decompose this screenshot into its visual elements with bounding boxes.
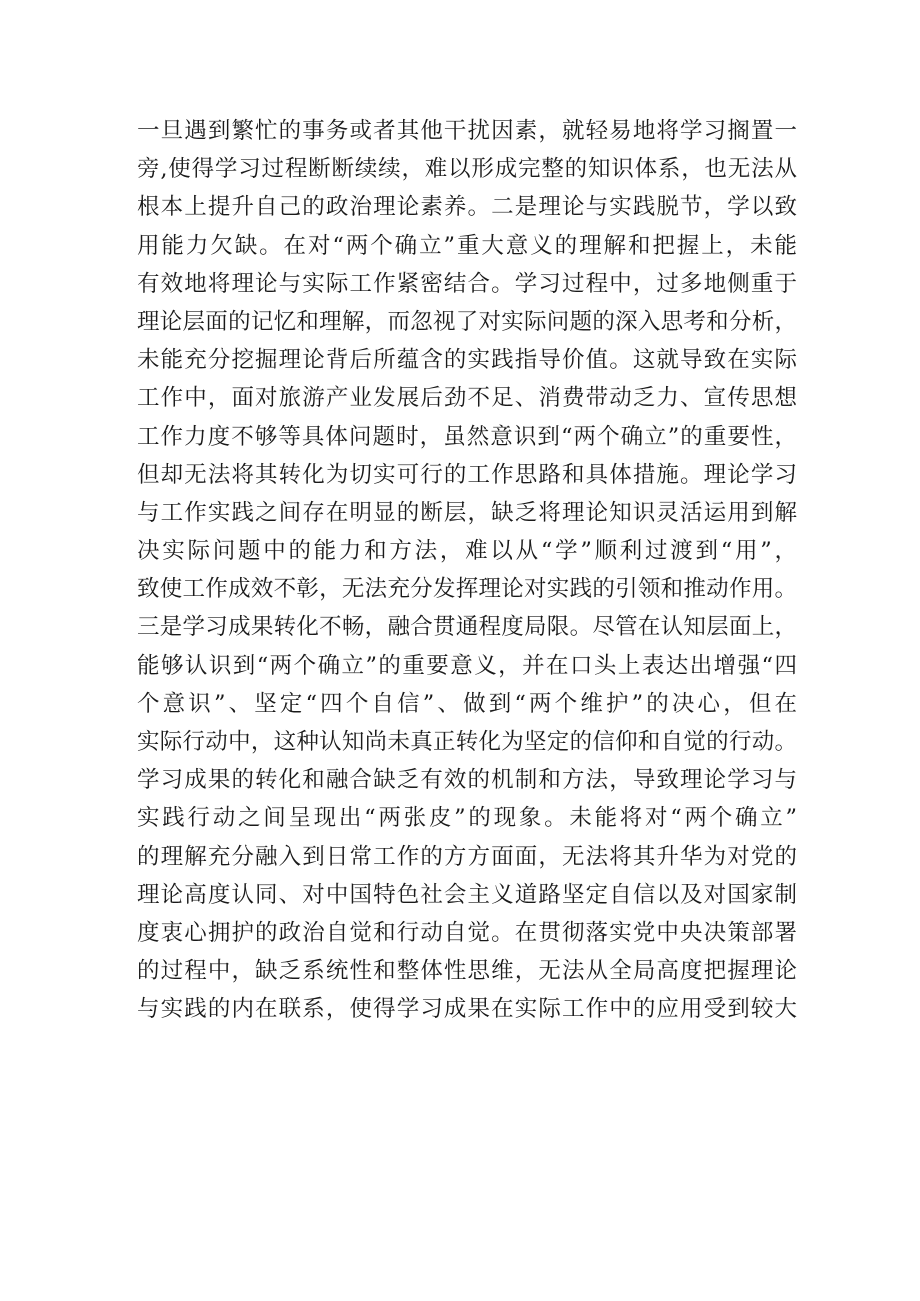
- text-line: 但却无法将其转化为切实可行的工作思路和具体措施。理论学习: [137, 461, 797, 488]
- text-line: 旁,使得学习过程断断续续，难以形成完整的知识体系，也无法从: [137, 156, 797, 183]
- text-line: 的过程中，缺乏系统性和整体性思维，无法从全局高度把握理论: [137, 958, 797, 985]
- text-line: 根本上提升自己的政治理论素养。二是理论与实践脱节，学以致: [137, 194, 797, 221]
- text-line: 实际行动中，这种认知尚未真正转化为坚定的信仰和自觉的行动。: [137, 729, 797, 755]
- text-line: 学习成果的转化和融合缺乏有效的机制和方法，导致理论学习与: [137, 767, 797, 794]
- text-line: 一旦遇到繁忙的事务或者其他干扰因素，就轻易地将学习搁置一: [137, 118, 797, 144]
- body-text: [137, 112, 797, 1029]
- text-line: 未能充分挖掘理论背后所蕴含的实践指导价值。这就导致在实际: [137, 347, 797, 374]
- text-line: 个意识”、坚定“四个自信”、做到“两个维护”的决心，但在: [137, 690, 797, 717]
- text-line: 用能力欠缺。在对“两个确立”重大意义的理解和把握上，未能: [137, 232, 797, 259]
- text-line: 的理解充分融入到日常工作的方方面面，无法将其升华为对党的: [137, 843, 797, 870]
- text-line: 实践行动之间呈现出“两张皮”的现象。未能将对“两个确立”: [137, 805, 797, 832]
- text-line: 三是学习成果转化不畅，融合贯通程度局限。尽管在认知层面上，: [137, 614, 797, 641]
- text-line: 理论高度认同、对中国特色社会主义道路坚定自信以及对国家制: [137, 881, 797, 908]
- text-line: 工作中，面对旅游产业发展后劲不足、消费带动乏力、宣传思想: [137, 385, 797, 412]
- text-line: 度衷心拥护的政治自觉和行动自觉。在贯彻落实党中央决策部署: [137, 919, 797, 946]
- text-line: 工作力度不够等具体问题时，虽然意识到“两个确立”的重要性，: [137, 423, 797, 450]
- text-line: 致使工作成效不彰，无法充分发挥理论对实践的引领和推动作用。: [137, 576, 797, 603]
- text-line: 与实践的内在联系，使得学习成果在实际工作中的应用受到较大: [137, 996, 797, 1023]
- text-line: 与工作实践之间存在明显的断层，缺乏将理论知识灵活运用到解: [137, 499, 797, 526]
- text-line: 能够认识到“两个确立”的重要意义，并在口头上表达出增强“四: [137, 652, 797, 679]
- text-line: 决实际问题中的能力和方法，难以从“学”顺利过渡到“用”，: [137, 538, 797, 565]
- text-line: 有效地将理论与实际工作紧密结合。学习过程中，过多地侧重于: [137, 270, 797, 297]
- text-line: 理论层面的记忆和理解，而忽视了对实际问题的深入思考和分析，: [137, 308, 797, 335]
